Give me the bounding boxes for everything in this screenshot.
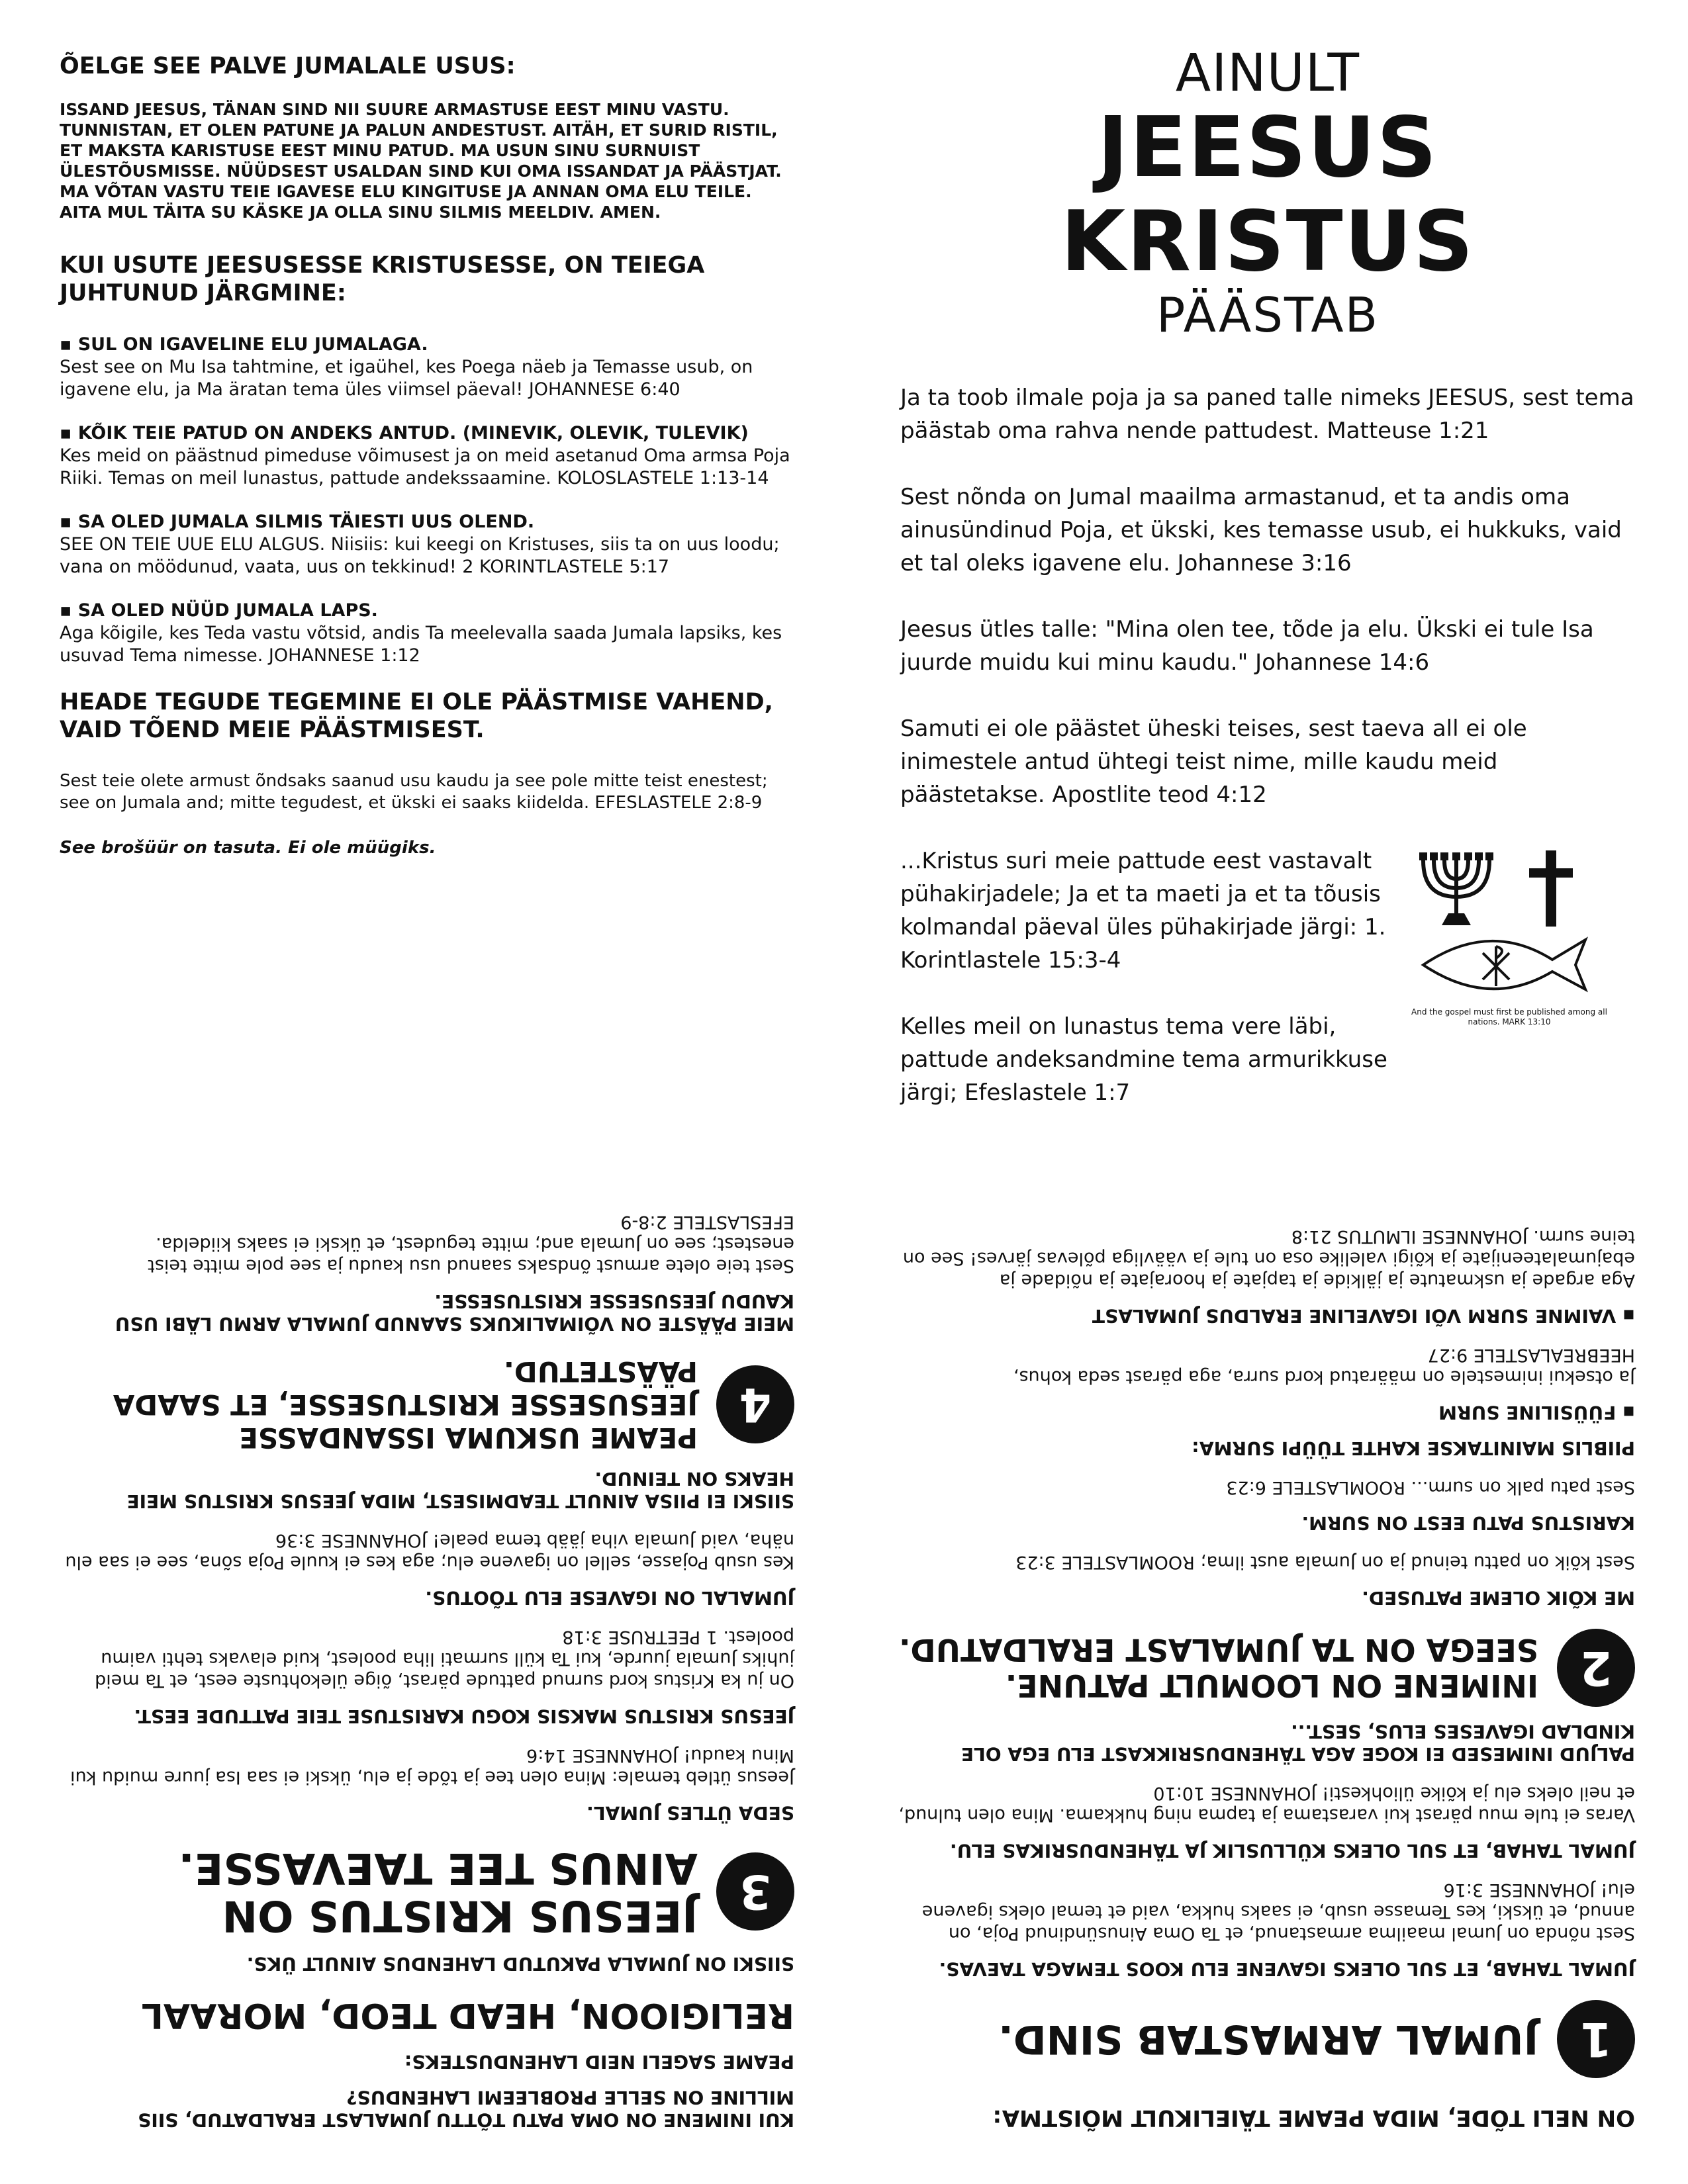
step-title: JEESUS KRISTUS ON AINUS TEE TAEVASSE. — [178, 1843, 698, 1940]
section-heading: KUI USUTE JEESUSESSE KRISTUSESSE, ON TEIEGA JUHTUNUD JÄRGMINE: — [60, 252, 705, 306]
step-sub: ▪ FÜÜSILINE SURM — [1438, 1402, 1635, 1424]
step-4 — [60, 1355, 794, 1454]
item-title: ▪ SA OLED JUMALA SILMIS TÄIESTI UUS OLEND. — [60, 512, 535, 532]
step-sub: SEDA ÜTLES JUMAL. — [586, 1802, 794, 1824]
title-main: JEESUS KRISTUS — [1060, 99, 1475, 290]
verse: ...Kristus suri meie pattude eest vastavalt pühakirjadele; Ja et ta maeti ja et ta tõusis kolmandal päeval üles pühakirjade järgi: 1. Korintlastele 15:3-4 — [900, 848, 1386, 974]
step-sub: JUMALAL ON IGAVESE ELU TÕOTUS. — [425, 1587, 794, 1609]
truths-intro: ON NELI TÕDE, MIDA PEAME TÄIELIKULT MÕISTMA: — [992, 2105, 1635, 2131]
step-text: Sest kõik on pattu teinud ja on Jumala aust ilma; ROOMLASTELE 3:23 — [1015, 1552, 1635, 1572]
list-item — [60, 334, 794, 401]
step-sub: PALJUD INIMESED EI KOGE AGA TÄHENDUSRIKKAST ELU EGA OLE KINDLAD IGAVESES ELUS, SEST... — [961, 1721, 1635, 1765]
step-text: Sest teie olete armust õndsaks saanud usu kaudu ja see pole mitte teist enestest; see on Jumala and; mitte tegudest, et ükski ei saaks kiidelda. EFESLASTELE 2:8-9 — [148, 1212, 794, 1276]
verse: Sest nõnda on Jumal maailma armastanud, et ta andis oma ainusündinud Poja, et ükski, kes temasse usub, ei hukkuks, vaid et tal oleks igavene elu. Johannese 3:16 — [900, 484, 1622, 576]
step-sub: MEIE PÄÄSTE ON VÕIMALIKUKS SAANUD JUMALA ARMU LÄBI USU KAUDU JEESUSESSE KRISTUSESSE. — [115, 1291, 794, 1335]
step-sub: KARISTUS PATU EEST ON SURM. — [1301, 1512, 1635, 1534]
solution-intro: PEAME SAGELI NEID LAHENDUSTEKS: — [404, 2051, 794, 2073]
step-title: JUMAL ARMASTAB SIND. — [998, 2016, 1538, 2062]
item-title: ▪ SUL ON IGAVELINE ELU JUMALAGA. — [60, 334, 428, 355]
step-3 — [60, 1844, 794, 1939]
step-text: Varas ei tule muu pärast kui varastama ja tapma ning hukkama. Mina olen tulnud, et neil oleks elu ja kõike üliohkesti! JOHANNESE 10:10 — [898, 1783, 1635, 1825]
step-text: Kes usub Pojasse, sellel on igavene elu; aga kes ei kuule Poja sõna, see ei saa elu näha, vaid Jumala viha jääb tema peale! JOHANNESE 3:36 — [65, 1530, 794, 1572]
title-top: AINULT — [1175, 44, 1360, 103]
prayer-heading: ÕELGE SEE PALVE JUMALALE USUS: — [60, 53, 516, 79]
list-item — [60, 600, 794, 667]
item-text: Aga kõigile, kes Teda vastu võtsid, andis Ta meelevalla saada Jumala lapsiks, kes usuvad Tema nimesse. JOHANNESE 1:12 — [60, 623, 782, 666]
solution-question: KUI INIMENE ON OMA PATU TÕTTU JUMALAST ERALDATUD, SIIS MILLINE ON SELLE PROBLEEMI LAHENDUS? — [138, 2087, 794, 2131]
cover-panel — [900, 44, 1635, 1106]
step-2 — [887, 1629, 1635, 1707]
list-item — [60, 511, 794, 578]
truths-panel-1-2 — [887, 1152, 1635, 2131]
item-text: Sest see on Mu Isa tahtmine, et igaühel, kes Poega näeb ja Temasse usub, on igavene elu, ja Ma äratan tema üles viimsel päeval! JOHANNESE 6:40 — [60, 357, 753, 400]
step-sub: PIIBLIS MAINITAKSE KAHTE TÜÜPI SURMA: — [1192, 1437, 1635, 1459]
item-title: ▪ KÕIK TEIE PATUD ON ANDEKS ANTUD. (MINEVIK, OLEVIK, TULEVIK) — [60, 423, 749, 443]
step-sub: JUMAL TAHAB, ET SUL OLEKS KÜLLUSLIK JA TÄHENDUSRIKAS ELU. — [950, 1840, 1635, 1862]
step-text: Sest nõnda on Jumal maailma armastanud, et Ta Oma Ainusündinud Poja, on annud, et ükski, kes Temasse usub, ei saaks hukka, vaid et temal oleks igavene elu! JOHANNESE 3:16 — [921, 1880, 1635, 1944]
prayer-text: ISSAND JEESUS, TÄNAN SIND NII SUURE ARMASTUSE EEST MINU VASTU. TUNNISTAN, ET OLEN PATUNE JA PALUN ANDESTUST. AITÄH, ET SURID RISTIL, ET MAKSTA KARISTUSE EEST MINU PATUD. MA USUN SINU SURNUIST ÜLESTÕUSMISSE. NÜÜDSEST USALDAN SIND KUI OMA ISSANDAT JA PÄÄSTJAT. MA VÕTAN VASTU TEIE IGAVESE ELU KINGITUSE JA ANNAN OMA ELU TEILE. AITA MUL TÄITA SU KÄSKE JA OLLA SINU SILMIS MEELDIV. AMEN. — [60, 100, 782, 222]
works-heading: HEADE TEGUDE TEGEMINE EI OLE PÄÄSTMISE VAHEND, VAID TÕEND MEIE PÄÄSTMISEST. — [60, 689, 773, 743]
step-number: 4 — [716, 1365, 794, 1443]
truths-panel-3-4 — [60, 1152, 794, 2131]
step-sub: SIISKI EI PIISA AINULT TEADMISEST, MIDA JEESUS KRISTUS MEIE HEAKS ON TEINUD. — [126, 1468, 794, 1512]
works-text: Sest teie olete armust õndsaks saanud usu kaudu ja see pole mitte teist enestest; see on Jumala and; mitte tegudest, et ükski ei saaks kiidelda. EFESLASTELE 2:8-9 — [60, 771, 768, 813]
false-solutions: RELIGIOON, HEAD TEOD, MORAAL — [141, 1995, 794, 2035]
step-sub: JUMAL TAHAB, ET SUL OLEKS IGAVENE ELU KOOS TEMAGA TAEVAS. — [939, 1958, 1635, 1980]
step-text: Ja otsekui inimestele on määratud kord surra, aga pärast seda kohus, HEEBREALASTELE 9:27 — [1013, 1345, 1635, 1387]
step-text: Aga argade ja uskmatute ja jälkide ja tapjate ja hoorajate ja nõidade ja ebajumalateenijate ja kõigi valelike osa on tule ja väävliga põlevas järves! See on teine surm. JOHANNESE ILMUTUS 21:8 — [902, 1226, 1635, 1291]
verse: Ja ta toob ilmale poja ja sa paned talle nimeks JEESUS, sest tema päästab oma rahva nende pattudest. Matteuse 1:21 — [900, 385, 1634, 444]
step-sub: ME KÕIK OLEME PATUSED. — [1362, 1587, 1635, 1609]
symbols-group — [1410, 847, 1609, 1027]
list-item — [60, 422, 794, 490]
step-number: 1 — [1557, 2000, 1635, 2078]
verse: Samuti ei ole päästet üheski teises, sest taeva all ei ole inimestele antud ühtegi teist nime, mille kaudu meid päästetakse. Apostlite teod 4:12 — [900, 715, 1527, 808]
step-number: 2 — [1557, 1629, 1635, 1707]
prayer-panel — [60, 53, 794, 1026]
menorah-cross-fish-icon — [1410, 847, 1609, 999]
item-title: ▪ SA OLED NÜÜD JUMALA LAPS. — [60, 600, 378, 621]
verse: Jeesus ütles talle: "Mina olen tee, tõde ja elu. Ükski ei tule Isa juurde muidu kui minu kaudu." Johannese 14:6 — [900, 616, 1594, 676]
step-title: INIMENE ON LOOMULT PATUNE. SEEGA ON TA JUMALAST ERALDATUD. — [898, 1632, 1538, 1704]
item-text: Kes meid on päästnud pimeduse võimusest ja on meid asetanud Oma armsa Poja Riiki. Temas on meil lunastus, pattude andekssaamine. KOLOSLASTELE 1:13-14 — [60, 445, 790, 488]
step-text: Sest patu palk on surm... ROOMLASTELE 6:23 — [1226, 1477, 1635, 1498]
step-text: On ju ka Kristus kord surnud pattude pärast, õige ülekohtuste eest, et Ta meid juhiks Jumala juurde, kui Ta küll surmati liha poolest, kuid elavaks tehti vaimu poolest. 1 PEETRUSE 3:18 — [95, 1627, 794, 1691]
step-sub: ▪ VAIMNE SURM VÕI IGAVELINE ERALDUS JUMALAST — [1092, 1305, 1635, 1327]
step-title: PEAME USKUMA ISSANDASSE JEESUSESSE KRISTUSESSE, ET SAADA PÄÄSTETUD. — [113, 1355, 698, 1454]
step-sub: JEESUS KRISTUS MAKSIS KOGU KARISTUSE TEIE PATTUDE EEST. — [134, 1706, 794, 1727]
solution-one: SIISKI ON JUMALA PAKUTUD LAHENDUS AINULT ÜKS. — [246, 1953, 794, 1975]
step-text: Jeesus ütleb temale: Mina olen tee ja tõde ja elu, ükski ei saa Isa juure muidu kui Minu kaudu! JOHANNESE 14:6 — [70, 1745, 794, 1788]
step-1 — [887, 2000, 1635, 2078]
free-note: See brošüür on tasuta. Ei ole müügiks. — [60, 838, 436, 858]
verse: Kelles meil on lunastus tema vere läbi, pattude andeksandmine tema armurikkuse järgi; Efeslastele 1:7 — [900, 1013, 1387, 1106]
symbol-caption: And the gospel must first be published among all nations. MARK 13:10 — [1411, 1007, 1607, 1026]
title-sub: PÄÄSTAB — [1156, 287, 1380, 343]
item-text: SEE ON TEIE UUE ELU ALGUS. Niisiis: kui keegi on Kristuses, siis ta on uus loodu; vana on möödunud, vaata, uus on tekkinud! 2 KORINTLASTELE 5:17 — [60, 534, 780, 577]
step-number: 3 — [716, 1852, 794, 1931]
